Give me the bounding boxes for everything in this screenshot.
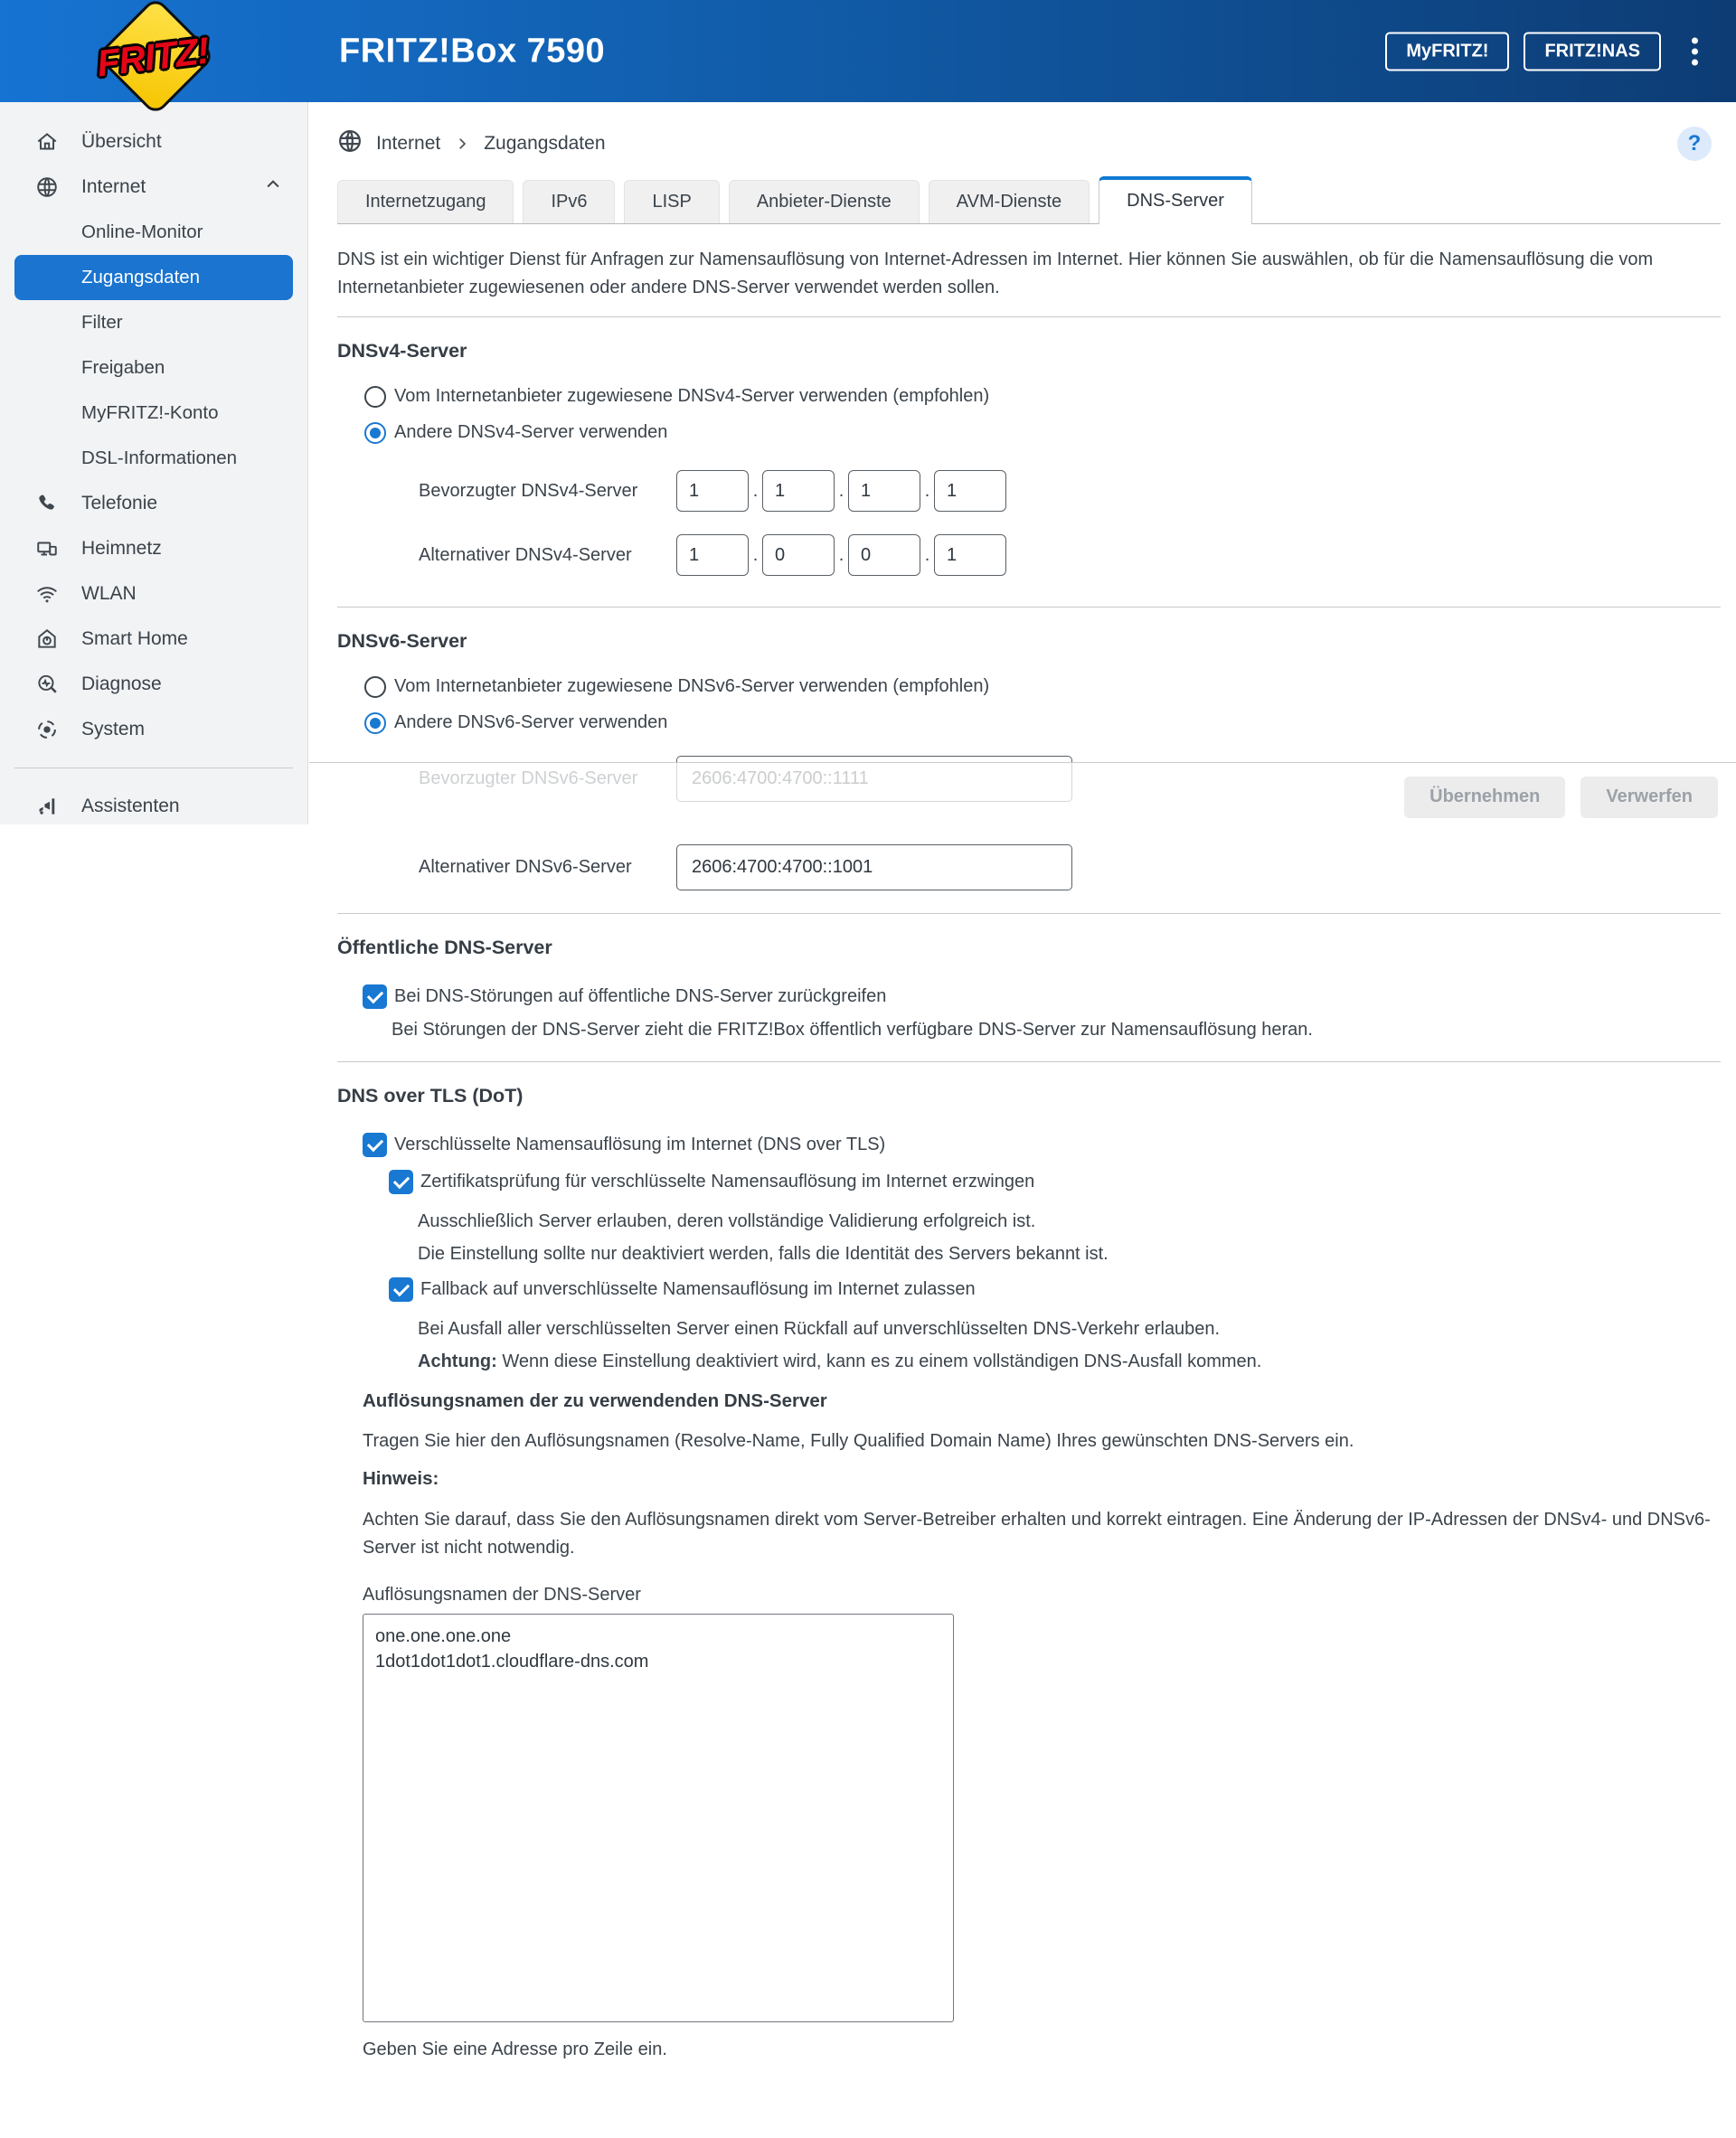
header-actions bbox=[1385, 32, 1702, 71]
dnsv6-other-radio-label: Andere DNSv6-Server verwenden bbox=[394, 712, 668, 732]
dot-cert-checkbox-row[interactable] bbox=[389, 1170, 1721, 1194]
dot-cert-checkbox-label: Zertifikatsprüfung für verschlüsselte Namensauflösung im Internet erzwingen bbox=[420, 1172, 1035, 1191]
dnsv4-other-radio-row[interactable] bbox=[364, 420, 1721, 445]
ip-separator: . bbox=[924, 544, 930, 565]
warning-label: Achtung: bbox=[418, 1352, 497, 1371]
sidebar-item-freigaben[interactable]: Freigaben bbox=[81, 357, 165, 378]
network-icon bbox=[34, 537, 59, 561]
resolver-textarea[interactable] bbox=[363, 1614, 954, 2022]
dnsv6-alternative-label: Alternativer DNSv6-Server bbox=[419, 857, 632, 877]
radio-checked-icon[interactable] bbox=[364, 422, 386, 444]
main-content bbox=[309, 127, 1736, 2062]
intro-text: DNS ist ein wichtiger Dienst für Anfragen zur Namensauflösung von Internet-Adressen im Internet. Hier können Sie auswählen, ob für die Namensauflösung die vom Internetanbieter zugewiesenen oder andere DNS-Server verwendet werden sollen. bbox=[337, 250, 1654, 297]
dot-cert-note-1: Ausschließlich Server erlauben, deren vollständige Validierung erfolgreich ist. bbox=[418, 1211, 1036, 1231]
dnsv4-preferred-octet-2[interactable] bbox=[762, 470, 835, 512]
checkbox-checked-icon[interactable] bbox=[389, 1277, 413, 1302]
section-divider bbox=[337, 913, 1721, 914]
sidebar-item-label: Übersicht bbox=[81, 131, 162, 152]
ip-separator: . bbox=[752, 480, 759, 501]
kebab-menu-icon[interactable] bbox=[1688, 33, 1702, 69]
myfritz-button[interactable]: MyFRITZ! bbox=[1385, 32, 1509, 71]
sidebar-item-label: Diagnose bbox=[81, 673, 162, 694]
sidebar-item-label: Heimnetz bbox=[81, 538, 162, 559]
tab-bar bbox=[337, 176, 1721, 224]
help-button[interactable]: ? bbox=[1677, 127, 1712, 161]
dot-heading: DNS over TLS (DoT) bbox=[337, 1085, 524, 1107]
dnsv4-alternative-label: Alternativer DNSv4-Server bbox=[419, 544, 632, 565]
tab-internetzugang[interactable]: Internetzugang bbox=[337, 180, 514, 223]
wizard-icon bbox=[34, 795, 59, 819]
dnsv4-preferred-octet-4[interactable] bbox=[934, 470, 1006, 512]
sidebar-item-internet[interactable] bbox=[0, 165, 307, 210]
sidebar-item-smart-home[interactable] bbox=[0, 617, 307, 662]
sidebar-item-dsl-informationen[interactable]: DSL-Informationen bbox=[81, 447, 238, 468]
globe-icon bbox=[34, 175, 59, 200]
dnsv4-alternative-row bbox=[419, 534, 1721, 576]
tab-ipv6[interactable]: IPv6 bbox=[523, 180, 615, 223]
sidebar-item-label: WLAN bbox=[81, 583, 137, 604]
warning-text: Wenn diese Einstellung deaktiviert wird, kann es zu einem vollständigen DNS-Ausfall kommen. bbox=[496, 1352, 1262, 1371]
dnsv4-provider-radio-label: Vom Internetanbieter zugewiesene DNSv4-Server verwenden (empfohlen) bbox=[394, 386, 990, 406]
public-dns-checkbox-row[interactable] bbox=[363, 984, 1721, 1009]
checkbox-checked-icon[interactable] bbox=[363, 1133, 387, 1157]
sidebar-item-label: System bbox=[81, 719, 146, 739]
dnsv4-preferred-ip-group bbox=[676, 470, 1006, 512]
sidebar-item-heimnetz[interactable] bbox=[0, 526, 307, 571]
resolver-textarea-note: Geben Sie eine Adresse pro Zeile ein. bbox=[363, 2039, 667, 2059]
ip-separator: . bbox=[838, 544, 844, 565]
dnsv4-preferred-octet-3[interactable] bbox=[848, 470, 920, 512]
dnsv4-alternative-octet-2[interactable] bbox=[762, 534, 835, 576]
sidebar-item-label: Telefonie bbox=[81, 493, 158, 513]
hint-text: Achten Sie darauf, dass Sie den Auflösungsnamen direkt vom Server-Betreiber erhalten und korrekt eintragen. Eine Änderung der IP-Adressen der DNSv4- und DNSv6-Server ist nicht notwendig. bbox=[363, 1510, 1711, 1558]
dot-warning-note bbox=[418, 1349, 1721, 1374]
sidebar-item-label: Assistenten bbox=[81, 796, 180, 816]
home-icon bbox=[34, 130, 59, 155]
tab-dns-server[interactable]: DNS-Server bbox=[1099, 176, 1252, 224]
radio-checked-icon[interactable] bbox=[364, 712, 386, 734]
dnsv4-alternative-octet-4[interactable] bbox=[934, 534, 1006, 576]
radio-unchecked-icon[interactable] bbox=[364, 386, 386, 408]
apply-button[interactable]: Übernehmen bbox=[1404, 777, 1565, 818]
tab-anbieter-dienste[interactable]: Anbieter-Dienste bbox=[729, 180, 920, 223]
ip-separator: . bbox=[752, 544, 759, 565]
breadcrumb bbox=[337, 127, 1721, 161]
public-dns-checkbox-label: Bei DNS-Störungen auf öffentliche DNS-Server zurückgreifen bbox=[394, 986, 887, 1006]
phone-icon bbox=[34, 492, 59, 516]
breadcrumb-page: Zugangsdaten bbox=[484, 133, 606, 154]
smart-home-icon bbox=[34, 627, 59, 652]
dnsv4-preferred-octet-1[interactable] bbox=[676, 470, 749, 512]
dot-cert-note-2: Die Einstellung sollte nur deaktiviert werden, falls die Identität des Servers bekannt ist. bbox=[418, 1244, 1109, 1264]
fritznas-button[interactable]: FRITZ!NAS bbox=[1524, 32, 1661, 71]
section-divider bbox=[337, 316, 1721, 317]
checkbox-checked-icon[interactable] bbox=[363, 984, 387, 1009]
dnsv6-alternative-row bbox=[419, 844, 1721, 890]
resolver-textarea-label: Auflösungsnamen der DNS-Server bbox=[363, 1585, 641, 1605]
tab-avm-dienste[interactable]: AVM-Dienste bbox=[929, 180, 1090, 223]
chevron-up-icon[interactable] bbox=[264, 175, 282, 199]
dnsv4-other-radio-label: Andere DNSv4-Server verwenden bbox=[394, 422, 668, 442]
resolver-heading: Auflösungsnamen der zu verwendenden DNS-Server bbox=[363, 1390, 827, 1411]
dnsv4-alternative-octet-3[interactable] bbox=[848, 534, 920, 576]
dnsv6-provider-radio-label: Vom Internetanbieter zugewiesene DNSv6-Server verwenden (empfohlen) bbox=[394, 676, 990, 696]
globe-breadcrumb-icon bbox=[337, 128, 363, 159]
sidebar-item-filter[interactable]: Filter bbox=[81, 312, 123, 333]
dot-fallback-checkbox-row[interactable] bbox=[389, 1277, 1721, 1302]
system-icon bbox=[34, 718, 59, 742]
diagnose-icon bbox=[34, 673, 59, 697]
public-dns-heading: Öffentliche DNS-Server bbox=[337, 937, 552, 958]
sidebar-item-uebersicht[interactable] bbox=[0, 119, 307, 165]
sidebar-item-label: Smart Home bbox=[81, 628, 188, 649]
sidebar-item-zugangsdaten[interactable]: Zugangsdaten bbox=[14, 255, 293, 300]
breadcrumb-section[interactable]: Internet bbox=[376, 133, 441, 154]
dnsv4-preferred-row bbox=[419, 470, 1721, 512]
wifi-icon bbox=[34, 582, 59, 607]
sidebar-item-label: Internet bbox=[81, 176, 146, 197]
dot-encrypted-checkbox-label: Verschlüsselte Namensauflösung im Internet (DNS over TLS) bbox=[394, 1135, 886, 1154]
sidebar-item-telefonie[interactable] bbox=[0, 481, 307, 526]
app-header bbox=[0, 0, 1736, 102]
dnsv4-preferred-label: Bevorzugter DNSv4-Server bbox=[419, 480, 638, 501]
apply-bar bbox=[309, 762, 1736, 831]
sidebar-item-wlan[interactable] bbox=[0, 571, 307, 617]
ip-separator: . bbox=[924, 480, 930, 501]
dot-encrypted-checkbox-row[interactable] bbox=[363, 1133, 1721, 1157]
resolver-text: Tragen Sie hier den Auflösungsnamen (Resolve-Name, Fully Qualified Domain Name) Ihres gewünschten DNS-Servers ein. bbox=[363, 1431, 1354, 1451]
discard-button[interactable]: Verwerfen bbox=[1580, 777, 1718, 818]
sidebar-item-system[interactable] bbox=[0, 707, 307, 752]
fritz-logo-text: FRITZ! bbox=[94, 29, 212, 85]
fritz-logo bbox=[78, 4, 228, 116]
dnsv6-provider-radio-row[interactable] bbox=[364, 674, 1721, 699]
section-divider bbox=[337, 1061, 1721, 1062]
dnsv4-provider-radio-row[interactable] bbox=[364, 384, 1721, 409]
radio-unchecked-icon[interactable] bbox=[364, 676, 386, 698]
dot-fallback-checkbox-label: Fallback auf unverschlüsselte Namensauflösung im Internet zulassen bbox=[420, 1279, 976, 1299]
tab-lisp[interactable]: LISP bbox=[624, 180, 719, 223]
hint-heading: Hinweis: bbox=[363, 1468, 439, 1489]
dnsv4-alternative-octet-1[interactable] bbox=[676, 534, 749, 576]
dnsv6-heading: DNSv6-Server bbox=[337, 630, 467, 652]
chevron-right-icon bbox=[454, 136, 470, 152]
sidebar-item-diagnose[interactable] bbox=[0, 662, 307, 707]
page-title: FRITZ!Box 7590 bbox=[339, 32, 606, 70]
dot-fallback-note: Bei Ausfall aller verschlüsselten Server einen Rückfall auf unverschlüsselten DNS-Verkehr erlauben. bbox=[418, 1319, 1221, 1339]
sidebar-item-online-monitor[interactable]: Online-Monitor bbox=[81, 221, 203, 242]
dnsv6-alternative-input[interactable] bbox=[676, 844, 1072, 890]
checkbox-checked-icon[interactable] bbox=[389, 1170, 413, 1194]
sidebar bbox=[0, 102, 308, 824]
dnsv6-other-radio-row[interactable] bbox=[364, 711, 1721, 735]
ip-separator: . bbox=[838, 480, 844, 501]
dnsv4-alternative-ip-group bbox=[676, 534, 1006, 576]
dnsv4-heading: DNSv4-Server bbox=[337, 340, 467, 362]
sidebar-item-assistenten[interactable] bbox=[0, 784, 307, 829]
public-dns-note: Bei Störungen der DNS-Server zieht die FRITZ!Box öffentlich verfügbare DNS-Server zur Namensauflösung heran. bbox=[392, 1020, 1313, 1040]
sidebar-item-myfritz-konto[interactable]: MyFRITZ!-Konto bbox=[81, 402, 219, 423]
